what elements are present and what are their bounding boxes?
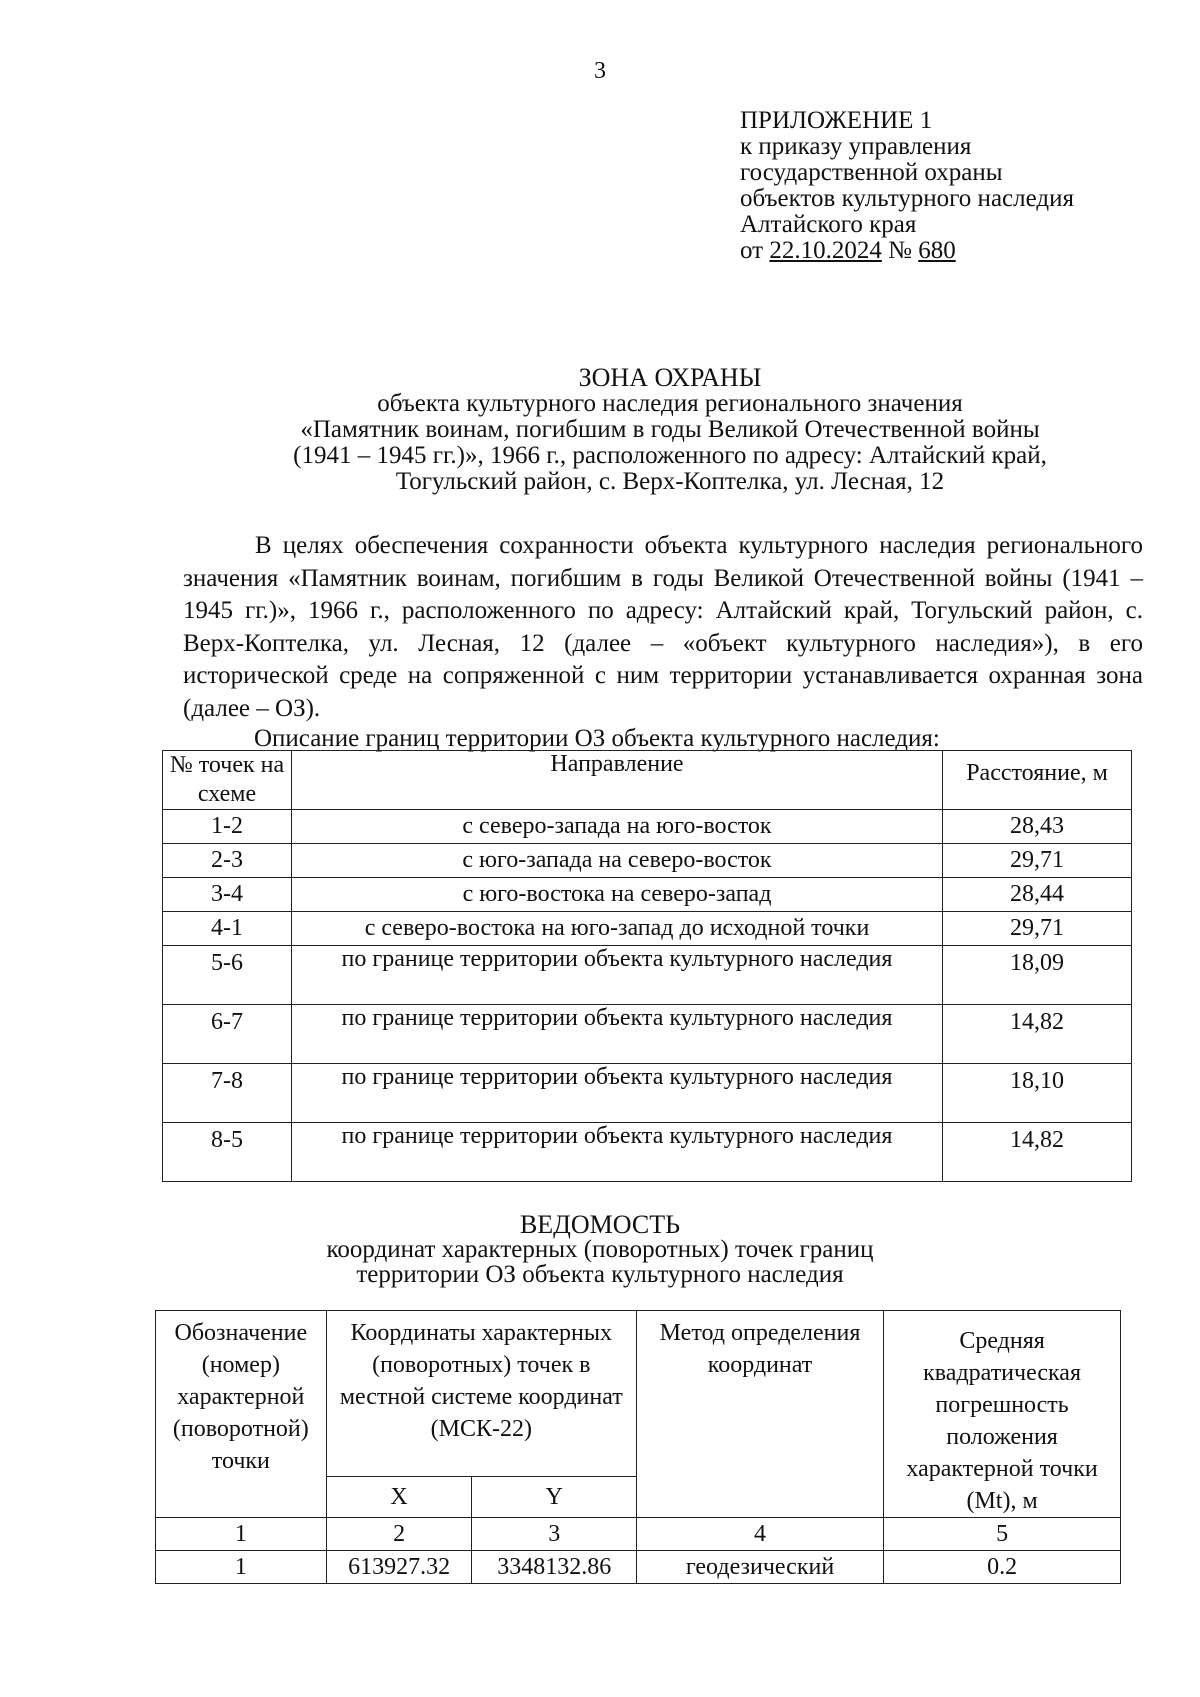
cell-direction: с юго-востока на северо-запад <box>292 878 943 912</box>
cell-direction: с северо-запада на юго-восток <box>292 810 943 844</box>
header-coordinates: Координаты характерных (поворотных) точек в местной системе координат (МСК-22) <box>326 1311 636 1477</box>
column-number: 4 <box>636 1518 883 1551</box>
cell-direction: по границе территории объекта культурного наследия <box>292 1064 943 1123</box>
cell-points: 2-3 <box>163 844 292 878</box>
cell-points: 3-4 <box>163 878 292 912</box>
header-method: Метод определения координат <box>636 1311 883 1518</box>
header-points: № точек на схеме <box>163 751 292 810</box>
header-error: Средняя квадратическая погрешность положения характерной точки (Mt), м <box>884 1311 1121 1518</box>
table-row <box>163 810 1132 844</box>
cell-points: 8-5 <box>163 1123 292 1182</box>
table-caption: Описание границ территории ОЗ объекта культурного наследия: <box>254 725 940 752</box>
cell-distance: 18,09 <box>943 946 1132 1005</box>
cell-x: 613927.32 <box>326 1551 472 1584</box>
cell-points: 6-7 <box>163 1005 292 1064</box>
appendix-line: государственной охраны <box>740 159 1003 186</box>
cell-distance: 29,71 <box>943 844 1132 878</box>
statement-heading <box>0 1212 1200 1287</box>
header-x: X <box>326 1477 472 1518</box>
statement-title: ВЕДОМОСТЬ <box>519 1210 681 1239</box>
appendix-line: Алтайского края <box>740 211 917 238</box>
heading-line: Тогульский район, с. Верх-Коптелка, ул. Лесная, 12 <box>395 468 945 495</box>
cell-distance: 14,82 <box>943 1005 1132 1064</box>
cell-method <box>636 1551 883 1584</box>
cell-distance: 28,43 <box>943 810 1132 844</box>
cell-error <box>884 1551 1121 1584</box>
cell-method-value: геодезический <box>685 1554 835 1580</box>
date-prefix: от <box>740 237 770 264</box>
heading-line: «Памятник воинам, погибшим в годы Великой Отечественной войны <box>300 416 1040 443</box>
column-number: 5 <box>884 1518 1121 1551</box>
cell-direction: по границе территории объекта культурного наследия <box>292 946 943 1005</box>
header-direction: Направление <box>292 751 943 810</box>
cell-distance: 28,44 <box>943 878 1132 912</box>
table-row <box>163 1064 1132 1123</box>
column-number: 2 <box>326 1518 472 1551</box>
heading-line: объекта культурного наследия регионального значения <box>377 390 963 417</box>
cell-direction: с юго-запада на северо-восток <box>292 844 943 878</box>
document-heading <box>150 365 1190 495</box>
body-paragraph: В целях обеспечения сохранности объекта культурного наследия регионального значения «Памятник воинам, погибшим в годы Великой Отечественной войны (1941 – 1945 гг.)», 1966 г., расположенного по адресу: Алтайский край, Тогульский район, с. Верх-Коптелка, ул. Лесная, 12 (далее – «объект культурного наследия»), в его исторической среде на сопряженной с ним территории устанавливается охранная зона (далее – ОЗ). <box>183 532 1143 722</box>
heading-line: (1941 – 1945 гг.)», 1966 г., расположенного по адресу: Алтайский край, <box>293 442 1047 469</box>
table-row <box>163 912 1132 946</box>
cell-error-value: 0.2 <box>987 1554 1018 1580</box>
cell-distance: 29,71 <box>943 912 1132 946</box>
cell-points: 4-1 <box>163 912 292 946</box>
appendix-date-line <box>740 238 1074 264</box>
column-number: 3 <box>472 1518 636 1551</box>
cell-direction: по границе территории объекта культурного наследия <box>292 1123 943 1182</box>
order-number: 680 <box>918 237 956 264</box>
statement-line: координат характерных (поворотных) точек границ <box>326 1236 874 1263</box>
table-row <box>163 1005 1132 1064</box>
order-date: 22.10.2024 <box>769 237 882 264</box>
cell-point: 1 <box>156 1551 327 1584</box>
appendix-title: ПРИЛОЖЕНИЕ 1 <box>740 107 933 134</box>
cell-distance: 14,82 <box>943 1123 1132 1182</box>
header-designation: Обозначение (номер) характерной (поворотной) точки <box>156 1311 327 1518</box>
cell-direction: с северо-востока на юго-запад до исходной точки <box>292 912 943 946</box>
table-row <box>163 878 1132 912</box>
cell-points: 5-6 <box>163 946 292 1005</box>
page-number: 3 <box>594 58 606 84</box>
appendix-block <box>740 108 1074 264</box>
cell-distance: 18,10 <box>943 1064 1132 1123</box>
heading-title: ЗОНА ОХРАНЫ <box>578 363 762 392</box>
statement-line: территории ОЗ объекта культурного наследия <box>356 1261 844 1288</box>
cell-points: 1-2 <box>163 810 292 844</box>
cell-direction: по границе территории объекта культурного наследия <box>292 1005 943 1064</box>
coordinates-table <box>155 1310 1121 1584</box>
appendix-line: объектов культурного наследия <box>740 185 1074 212</box>
cell-y: 3348132.86 <box>472 1551 636 1584</box>
number-sign: № <box>881 237 919 264</box>
appendix-line: к приказу управления <box>740 133 972 160</box>
boundaries-table <box>162 750 1132 1182</box>
table-row <box>156 1551 1121 1584</box>
table-row <box>163 844 1132 878</box>
table-row <box>163 946 1132 1005</box>
header-y: Y <box>472 1477 636 1518</box>
cell-points: 7-8 <box>163 1064 292 1123</box>
table-row <box>163 1123 1132 1182</box>
column-number: 1 <box>156 1518 327 1551</box>
header-distance: Расстояние, м <box>943 751 1132 810</box>
